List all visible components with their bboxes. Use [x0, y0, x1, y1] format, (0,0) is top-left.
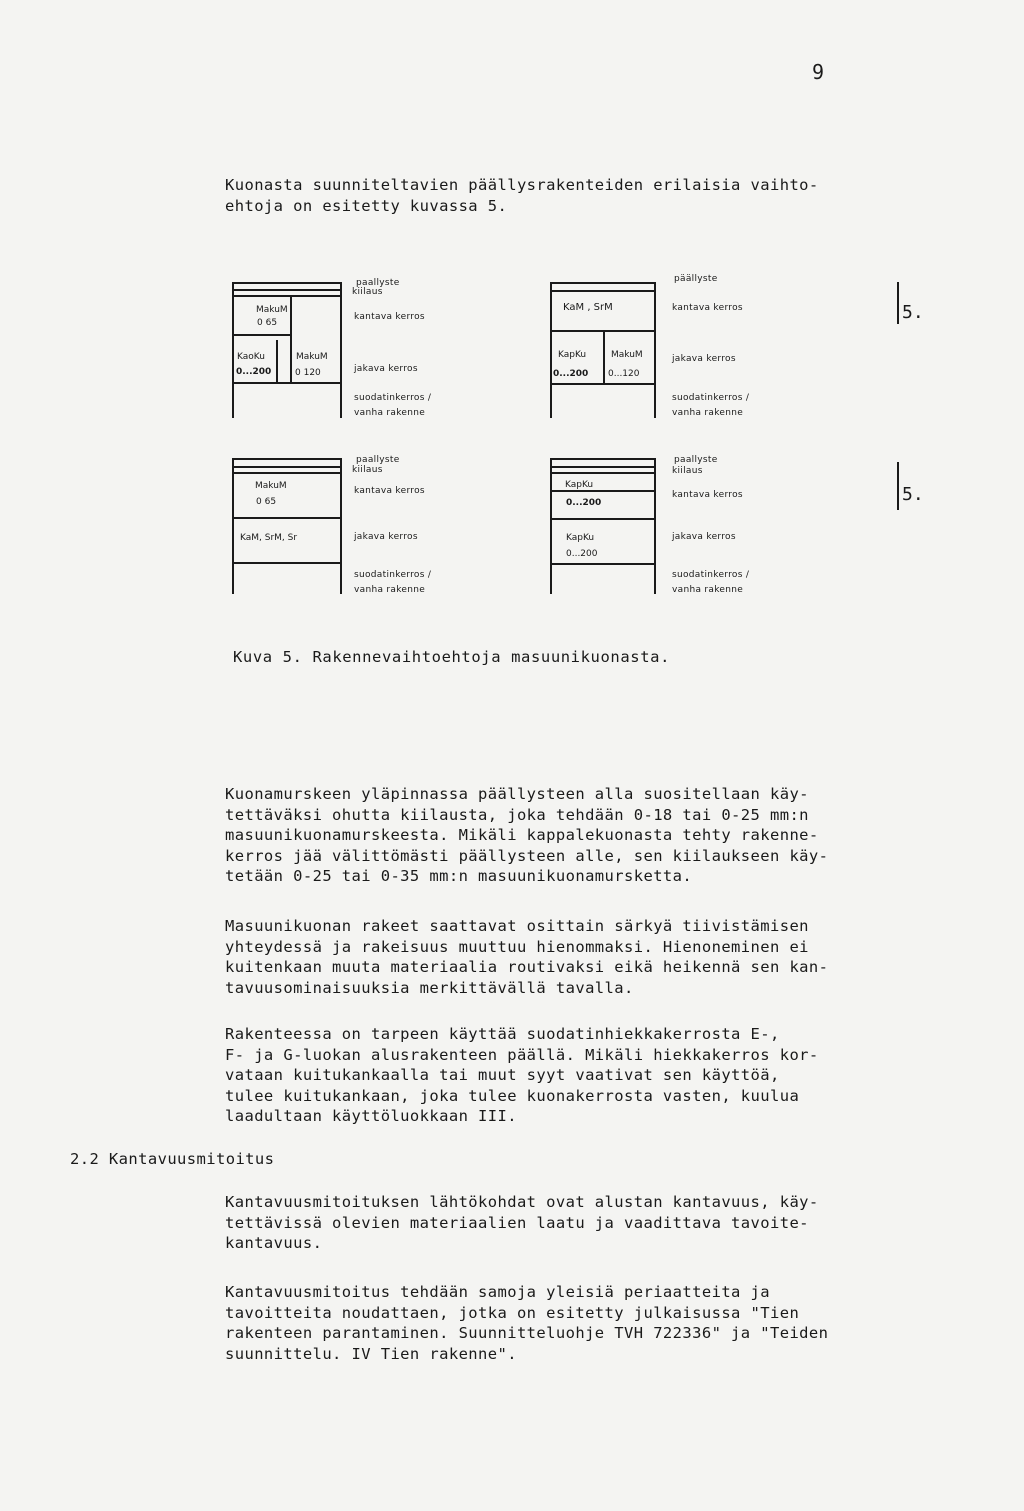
text-line: kantavuus.	[225, 1234, 323, 1252]
text-line: Kuonasta suunniteltavien päällysrakenteiden erilaisia vaihto-	[225, 176, 819, 194]
layer-label: jakava kerros	[672, 354, 736, 364]
text-line: tettäväksi ohutta kiilausta, joka tehdään 0-18 tai 0-25 mm:n	[225, 805, 809, 824]
layer-label: jakava kerros	[672, 532, 736, 542]
figure-caption: Kuva 5. Rakennevaihtoehtoja masuunikuonasta.	[233, 648, 670, 666]
layer-label: kantava kerros	[672, 303, 743, 313]
layer-grading: 0...200	[566, 549, 598, 559]
layer-label: kantava kerros	[354, 486, 425, 496]
text-line: tavuusominaisuuksia merkittävällä tavalla.	[225, 978, 634, 997]
layer-grading: 0...200	[236, 367, 272, 377]
text-line: laadultaan käyttöluokkaan III.	[225, 1107, 517, 1125]
text-line: Masuunikuonan rakeet saattavat osittain särkyä tiivistämisen	[225, 917, 809, 935]
text-line: kuitenkaan muuta materiaalia routivaksi eikä heikennä sen kan-	[225, 958, 829, 976]
layer-label: vanha rakenne	[354, 408, 426, 418]
layer-grading: 0 65	[257, 318, 278, 328]
layer-label: kiilaus	[352, 287, 383, 297]
layer-code: KapKu	[558, 350, 587, 360]
layer-label: suodatinkerros /	[354, 393, 432, 403]
layer-label: suodatinkerros /	[354, 570, 432, 580]
layer-grading: 0...200	[553, 369, 589, 379]
text-line: F- ja G-luokan alusrakenteen päällä. Mikäli hiekkakerros kor-	[225, 1045, 819, 1064]
text-line: Rakenteessa on tarpeen käyttää suodatinhiekkakerrosta E-,	[225, 1025, 780, 1043]
side-marker: 5.	[902, 302, 924, 323]
text-line: kerros jää välittömästi päällysteen alle, sen kiilaukseen käy-	[225, 846, 829, 865]
section-heading: 2.2 Kantavuusmitoitus	[70, 1150, 275, 1168]
layer-grading: 0...200	[566, 498, 602, 508]
text-line: Kantavuusmitoitus tehdään samoja yleisiä periaatteita ja	[225, 1283, 770, 1301]
layer-code: KapKu	[566, 533, 595, 543]
text-line: suunnittelu. IV Tien rakenne".	[225, 1344, 517, 1363]
layer-grading: 0 120	[295, 368, 321, 378]
text-line: masuunikuonamurskeesta. Mikäli kappalekuonasta tehty rakenne-	[225, 826, 819, 844]
text-line: Kantavuusmitoituksen lähtökohdat ovat alustan kantavuus, käy-	[225, 1193, 819, 1211]
layer-code: KaoKu	[237, 352, 265, 362]
page-number: 9	[812, 60, 825, 84]
paragraph	[225, 1024, 819, 1127]
paragraph	[225, 1192, 819, 1254]
layer-grading: 0...120	[608, 369, 640, 379]
layer-code: KaM, SrM, Sr	[240, 533, 298, 543]
text-line: ehtoja on esitetty kuvassa 5.	[225, 196, 508, 215]
layer-label: kiilaus	[672, 466, 703, 476]
paragraph	[225, 916, 828, 998]
layer-label: paallyste	[356, 278, 400, 288]
layer-code: MakuM	[256, 305, 288, 315]
paragraph	[225, 784, 828, 887]
layer-label: kantava kerros	[672, 490, 743, 500]
text-line: Kuonamurskeen yläpinnassa päällysteen alla suositellaan käy-	[225, 785, 809, 803]
layer-code: KapKu	[565, 480, 594, 490]
layer-label: päällyste	[674, 274, 718, 284]
layer-label: vanha rakenne	[354, 585, 426, 595]
layer-label: paallyste	[674, 455, 718, 465]
layer-code: KaM , SrM	[563, 302, 613, 313]
text-line: rakenteen parantaminen. Suunnitteluohje TVH 722336" ja "Teiden	[225, 1324, 829, 1342]
layer-grading: 0 65	[256, 497, 277, 507]
layer-code: MakuM	[255, 481, 287, 491]
text-line: vataan kuitukankaalla tai muut syyt vaativat sen käyttöä,	[225, 1066, 780, 1084]
layer-label: suodatinkerros /	[672, 570, 750, 580]
intro-paragraph	[225, 175, 819, 216]
text-line: tettävissä olevien materiaalien laatu ja vaadittava tavoite-	[225, 1213, 809, 1232]
side-marker: 5.	[902, 484, 924, 505]
layer-label: jakava kerros	[354, 364, 418, 374]
layer-label: suodatinkerros /	[672, 393, 750, 403]
layer-code: MakuM	[296, 352, 328, 362]
text-line: tetään 0-25 tai 0-35 mm:n masuunikuonamursketta.	[225, 867, 693, 885]
layer-label: kiilaus	[352, 465, 383, 475]
layer-label: paallyste	[356, 455, 400, 465]
text-line: tulee kuitukankaan, joka tulee kuonakerrosta vasten, kuulua	[225, 1086, 800, 1105]
layer-label: kantava kerros	[354, 312, 425, 322]
layer-label: jakava kerros	[354, 532, 418, 542]
paragraph	[225, 1282, 828, 1364]
layer-code: MakuM	[611, 350, 643, 360]
text-line: tavoitteita noudattaen, jotka on esitetty julkaisussa "Tien	[225, 1303, 800, 1322]
layer-label: vanha rakenne	[672, 408, 744, 418]
layer-label: vanha rakenne	[672, 585, 744, 595]
text-line: yhteydessä ja rakeisuus muuttuu hienommaksi. Hienoneminen ei	[225, 937, 809, 956]
